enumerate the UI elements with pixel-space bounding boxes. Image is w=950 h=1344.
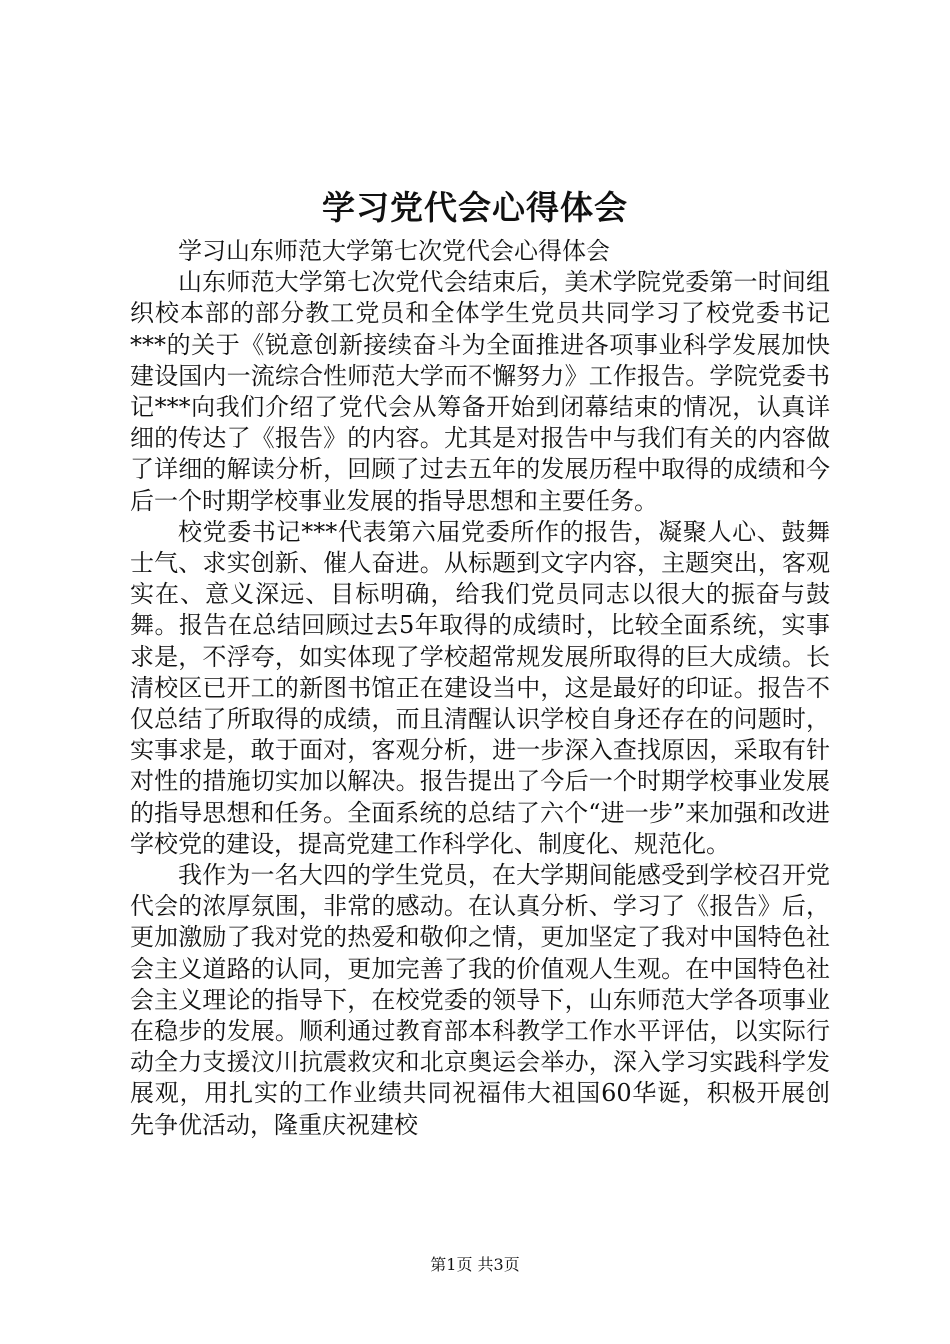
paragraph-1: 山东师范大学第七次党代会结束后，美术学院党委第一时间组织校本部的部分教工党员和全体学生党员共同学习了校党委书记***的关于《锐意创新接续奋斗为全面推进各项事业科学发展加快建设国内一流综合性师范大学而不懈努力》工作报告。学院党委书记***向我们介绍了党代会从筹备开始到闭幕结束的情况，认真详细的传达了《报告》的内容。尤其是对报告中与我们有关的内容做了详细的解读分析，回顾了过去五年的发展历程中取得的成绩和今后一个时期学校事业发展的指导思想和主要任务。 (130, 268, 830, 515)
paragraph-3: 我作为一名大四的学生党员，在大学期间能感受到学校召开党代会的浓厚氛围，非常的感动。在认真分析、学习了《报告》后，更加激励了我对党的热爱和敬仰之情，更加坚定了我对中国特色社会主义道路的认同，更加完善了我的价值观人生观。在中国特色社会主义理论的指导下，在校党委的领导下，山东师范大学各项事业在稳步的发展。顺利通过教育部本科教学工作水平评估，以实际行动全力支援汶川抗震救灾和北京奥运会举办，深入学习实践科学发展观，用扎实的工作业绩共同祝福伟大祖国60华诞，积极开展创先争优活动，隆重庆祝建校 (130, 861, 830, 1139)
document-title: 学习党代会心得体会 (322, 188, 628, 227)
document-body (130, 236, 830, 1141)
paragraph-2: 校党委书记***代表第六届党委所作的报告，凝聚人心、鼓舞士气、求实创新、催人奋进。从标题到文字内容，主题突出，客观实在、意义深远、目标明确，给我们党员同志以很大的振奋与鼓舞。报告在总结回顾过去5年取得的成绩时，比较全面系统，实事求是，不浮夸，如实体现了学校超常规发展所取得的巨大成绩。长清校区已开工的新图书馆正在建设当中，这是最好的印证。报告不仅总结了所取得的成绩，而且清醒认识学校自身还存在的问题时，实事求是，敢于面对，客观分析，进一步深入查找原因，采取有针对性的措施切实加以解决。报告提出了今后一个时期学校事业发展的指导思想和任务。全面系统的总结了六个“进一步”来加强和改进学校党的建设，提高党建工作科学化、制度化、规范化。 (130, 517, 830, 858)
document-subtitle: 学习山东师范大学第七次党代会心得体会 (178, 237, 610, 265)
page-number-footer: 第1页 共3页 (430, 1255, 520, 1274)
